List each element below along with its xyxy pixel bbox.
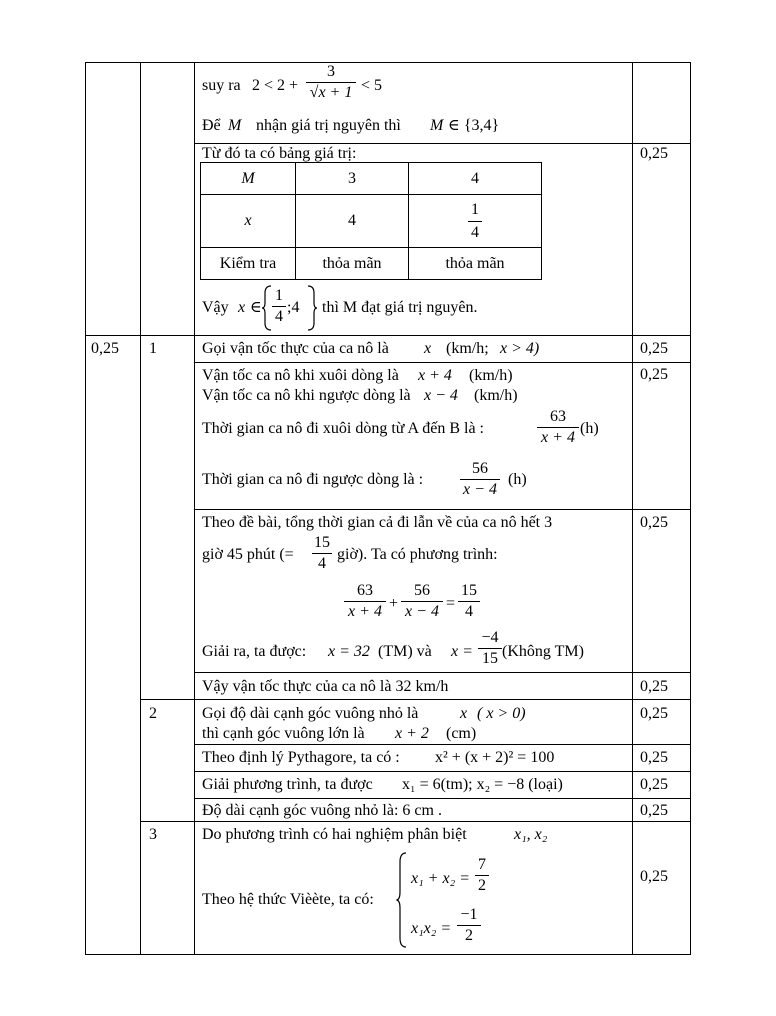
sys1-fraction: 7 2 — [475, 857, 489, 894]
p1r2-l3-unit: (h) — [580, 420, 599, 437]
eq-frac3: 15 4 — [458, 583, 480, 620]
score: 0,25 — [640, 678, 668, 695]
p1r2-l4-text: Thời gian ca nô đi ngược dòng là : — [202, 471, 424, 488]
conclusion-var: x — [238, 299, 246, 316]
right-brace-icon — [306, 285, 318, 331]
header-3: 3 — [296, 163, 409, 195]
value-table — [200, 162, 542, 280]
left-score: 0,25 — [91, 340, 119, 357]
p2r3-text: Giải phương trình, ta được — [202, 776, 373, 793]
p1r1-unit: (km/h; — [446, 340, 489, 357]
check-v2: thỏa mãn — [409, 248, 542, 280]
p2r1-var: x — [460, 705, 468, 722]
ineq-rhs: < 5 — [361, 77, 383, 94]
p2r3-expr: x₁ = 6(tm); x₂ = −8 (loại) — [402, 776, 563, 793]
part-index-1: 1 — [149, 340, 157, 357]
header-4: 4 — [409, 163, 542, 195]
sol-ktm: (Không TM) — [502, 643, 584, 660]
sys2-fraction: −1 2 — [457, 907, 481, 944]
conclusion-fraction: 1 4 — [272, 288, 286, 325]
eq-frac2: 56 x − 4 — [401, 583, 443, 620]
p1r2-l3-fraction: 63 x + 4 — [537, 409, 579, 446]
part-index-3: 3 — [149, 826, 157, 843]
check-label: Kiểm tra — [201, 248, 296, 280]
row-x-v2: $\frac{1}{4}$ — [409, 195, 542, 248]
p2r2-text: Theo định lý Pythagore, ta có : — [202, 749, 400, 766]
conclusion-prefix: Vậy — [202, 299, 229, 316]
p1r3-l2b: giờ). Ta có phương trình: — [337, 546, 498, 563]
p1r2-l4-fraction: 56 x − 4 — [460, 461, 500, 498]
p1r1-text: Gọi vận tốc thực của ca nô là — [202, 340, 389, 357]
part-index-2: 2 — [149, 705, 157, 722]
p1r2-l2-text: Vận tốc ca nô khi ngược dòng là — [202, 387, 411, 404]
set-values: ∈ {3,4} — [448, 117, 500, 134]
p2r4-text: Độ dài cạnh góc vuông nhỏ là: 6 cm . — [202, 802, 442, 819]
score: 0,25 — [640, 749, 668, 766]
sys1-lhs: x₁ + x₂ = — [411, 870, 470, 887]
sol-tm: (TM) và — [378, 643, 432, 660]
ineq-lhs: 2 < 2 + — [252, 77, 299, 94]
sol-x2: x = — [451, 643, 473, 660]
p1r3-l2-fraction: 15 4 — [314, 534, 330, 572]
conclusion-in: ∈ — [250, 299, 262, 316]
eq-frac1: 63 x + 4 — [344, 583, 386, 620]
conclusion-tail: ;4 — [287, 299, 300, 316]
frac-den: √x + 1 — [309, 84, 353, 101]
p2r1-cond: ( x > 0) — [477, 705, 526, 722]
p1r3-l1: Theo đề bài, tổng thời gian cả đi lẫn về của ca nô hết 3 — [202, 514, 553, 531]
p1r4-text: Vậy vận tốc thực của ca nô là 32 km/h — [202, 678, 449, 695]
eq-plus: + — [389, 595, 399, 612]
p1r2-l2-unit: (km/h) — [474, 387, 518, 404]
var-m2: M — [430, 117, 444, 134]
suy-ra-label: suy ra — [202, 77, 241, 94]
score: 0,25 — [640, 705, 668, 722]
sol-fraction: −4 15 — [478, 630, 502, 667]
sol-intro: Giải ra, ta được: — [202, 643, 307, 660]
ineq-fraction — [306, 64, 356, 101]
p2r2-expr: x² + (x + 2)² = 100 — [435, 749, 555, 766]
var-m: M — [228, 117, 242, 134]
condition-text: nhận giá trị nguyên thì — [256, 117, 401, 134]
p1r1-cond: x > 4) — [500, 340, 540, 357]
frac-num: 3 — [327, 63, 335, 80]
p1r2-l2-expr: x − 4 — [424, 387, 458, 404]
eq-equals: = — [446, 595, 456, 612]
p1r2-l1-unit: (km/h) — [469, 367, 513, 384]
row-x-label: x — [201, 195, 296, 248]
p1r2-l4-unit: (h) — [508, 471, 527, 488]
sol-x: x = 32 — [328, 643, 370, 660]
p1r2-l1-text: Vận tốc ca nô khi xuôi dòng là — [202, 367, 399, 384]
table-intro: Từ đó ta có bảng giá trị: — [202, 145, 357, 162]
score: 0,25 — [640, 145, 668, 162]
p1r1-var: x — [424, 340, 432, 357]
p3-l2: Theo hệ thức Vièète, ta có: — [202, 891, 374, 908]
p1r3-l2a: giờ 45 phút (= — [202, 546, 294, 563]
row-x-v1: 4 — [296, 195, 409, 248]
system-brace-icon — [396, 852, 408, 948]
p1r2-l1-expr: x + 4 — [418, 367, 452, 384]
header-m: M — [201, 163, 296, 195]
score: 0,25 — [640, 868, 668, 885]
score: 0,25 — [640, 776, 668, 793]
p3-l1: Do phương trình có hai nghiệm phân biệt — [202, 826, 467, 843]
sys2-lhs: x₁x₂ = — [411, 920, 452, 937]
score: 0,25 — [640, 514, 668, 531]
conclusion-suffix: thì M đạt giá trị nguyên. — [322, 299, 478, 316]
score: 0,25 — [640, 366, 668, 383]
p2r1-unit: (cm) — [446, 725, 477, 742]
p1r2-l3-text: Thời gian ca nô đi xuôi dòng từ A đến B là : — [202, 420, 484, 437]
score: 0,25 — [640, 340, 668, 357]
p2r1-b: thì cạnh góc vuông lớn là — [202, 725, 365, 742]
de-label: Để — [202, 117, 221, 134]
score: 0,25 — [640, 802, 668, 819]
p2r1-a: Gọi độ dài cạnh góc vuông nhỏ là — [202, 705, 419, 722]
p2r1-expr: x + 2 — [395, 725, 429, 742]
p3-l1-vars: x₁, x₂ — [514, 826, 548, 843]
check-v1: thỏa mãn — [296, 248, 409, 280]
